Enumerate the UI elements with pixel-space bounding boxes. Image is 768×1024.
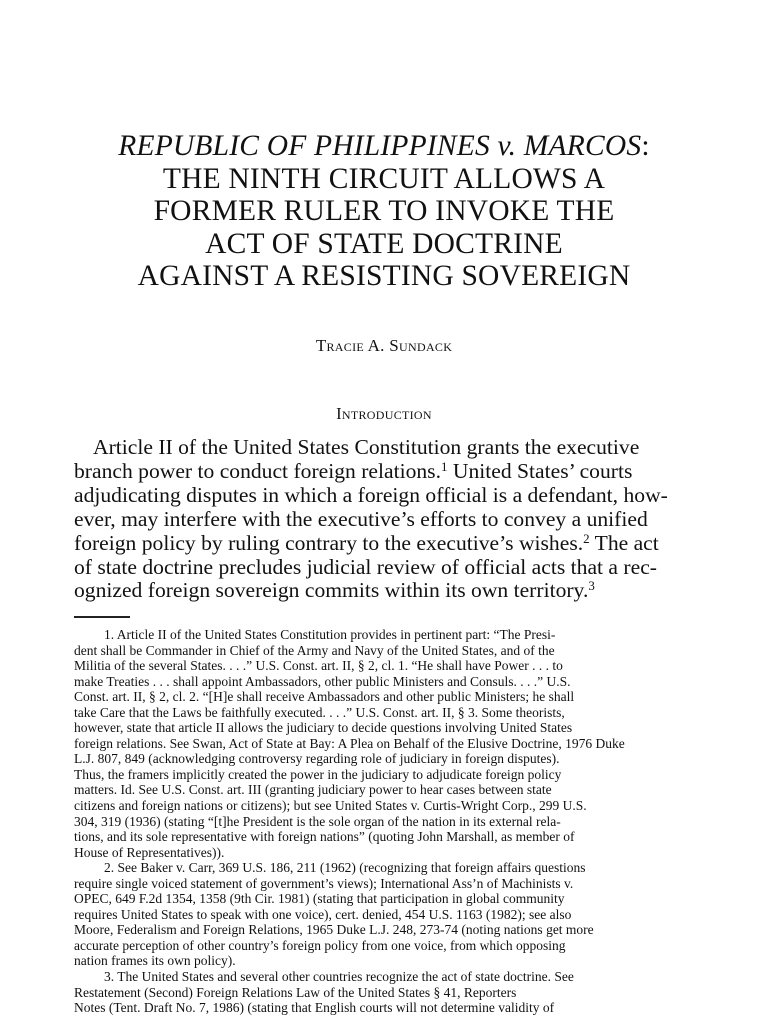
body-line: ever, may interfere with the executive’s efforts to convey a unified [74,506,648,531]
footnote-line: citizens and foreign nations or citizens); but see United States v. Curtis-Wright Corp., 299 U.S. [74,798,587,814]
body-line-text: ognized foreign sovereign commits within its own territory. [74,578,589,603]
body-line: Article II of the United States Constitution grants the executive [93,435,640,459]
footnote-line: accurate perception of other country’s foreign policy from one voice, from which opposing [74,937,566,953]
section-heading: Introduction [336,404,432,423]
footnote-line: 3. The United States and several other countries recognize the act of state doctrine. See [104,969,574,985]
footnote-line: OPEC, 649 F.2d 1354, 1358 (9th Cir. 1981) (stating that participation in global community [74,891,565,907]
footnote-line: foreign relations. See Swan, Act of State at Bay: A Plea on Behalf of the Elusive Doctrine, 1976 Duke [74,735,625,751]
title-colon: : [641,130,650,162]
footnote-line: House of Representatives)). [74,844,225,860]
footnote-line: 304, 319 (1936) (stating “[t]he President is the sole organ of the nation in its external rela- [74,813,561,829]
footnote-mark: 3 [588,578,595,594]
footnote-line: nation frames its own policy). [74,953,236,969]
footnote-line: Moore, Federalism and Foreign Relations, 1965 Duke L.J. 248, 273-74 (noting nations get more [74,922,594,938]
footnote-line: matters. Id. See U.S. Const. art. III (granting judiciary power to hear cases between state [74,782,552,798]
article-title [60,130,708,293]
footnote-mark: 2 [583,530,590,546]
title-line: THE NINTH CIRCUIT ALLOWS A [162,162,606,195]
footnote-line: Thus, the framers implicitly created the power in the judiciary to adjudicate foreign policy [74,766,562,782]
footnote-line: 2. See Baker v. Carr, 369 U.S. 186, 211 (1962) (recognizing that foreign affairs questions [104,860,586,876]
footnote-line: L.J. 807, 849 (acknowledging controversy regarding role of judiciary in foreign disputes). [74,751,560,767]
footnote-line: 1. Article II of the United States Constitution provides in pertinent part: “The Presi- [104,627,556,642]
title-line: AGAINST A RESISTING SOVEREIGN [137,260,631,292]
footnote-line: tions, and its sole representative with foreign nations” (quoting John Marshall, as member of [74,829,575,845]
footnote-line: Notes (Tent. Draft No. 7, 1986) (stating that English courts will not determine validity of [74,1000,555,1016]
footnote-line: requires United States to speak with one voice), cert. denied, 454 U.S. 1163 (1982); see also [74,906,572,922]
title-case-name-2: MARCOS [523,130,642,162]
body-line: of state doctrine precludes judicial review of official acts that a rec- [74,554,657,579]
body-line-text: branch power to conduct foreign relations. [74,458,441,483]
body-line [74,579,702,603]
footnote-line: however, state that article II allows the judiciary to decide questions involving United States [74,720,573,736]
body-line-text: foreign policy by ruling contrary to the executive’s wishes. [74,530,584,555]
footnote-divider [74,616,130,618]
title-case-name-line [60,130,708,163]
title-versus: v. [497,130,517,162]
body-line-tail: The act [594,530,659,555]
body-line [74,532,702,556]
footnote-line: Const. art. II, § 2, cl. 2. “[H]e shall receive Ambassadors and other public Ministers; he shall [74,689,575,705]
footnote-line: make Treaties . . . shall appoint Ambassadors, other public Ministers and Consuls. . . .” U.S. [74,673,571,689]
footnote-line: Restatement (Second) Foreign Relations Law of the United States § 41, Reporters [74,984,517,1000]
author-name: Tracie A. Sundack [315,336,453,355]
footnote-line: Militia of the several States. . . .” U.S. Const. art. II, § 2, cl. 1. “He shall have Power . . . to [74,658,563,674]
body-line [74,460,702,484]
body-line-tail: United States’ courts [452,458,633,483]
title-line: FORMER RULER TO INVOKE THE [153,195,615,227]
footnotes [74,627,702,1016]
footnote-mark: 1 [440,458,448,474]
footnote-line: take Care that the Laws be faithfully executed. . . .” U.S. Const. art. II, § 3. Some theorists, [74,704,565,720]
body-line: adjudicating disputes in which a foreign official is a defendant, how- [74,482,668,507]
footnote-line: dent shall be Commander in Chief of the Army and Navy of the United States, and of the [74,642,555,658]
title-line: ACT OF STATE DOCTRINE [205,227,563,260]
title-case-name: REPUBLIC OF PHILIPPINES [118,130,490,162]
body-paragraph [74,436,702,603]
footnote-line: require single voiced statement of government’s views); International Ass’n of Machinists v. [74,875,574,891]
